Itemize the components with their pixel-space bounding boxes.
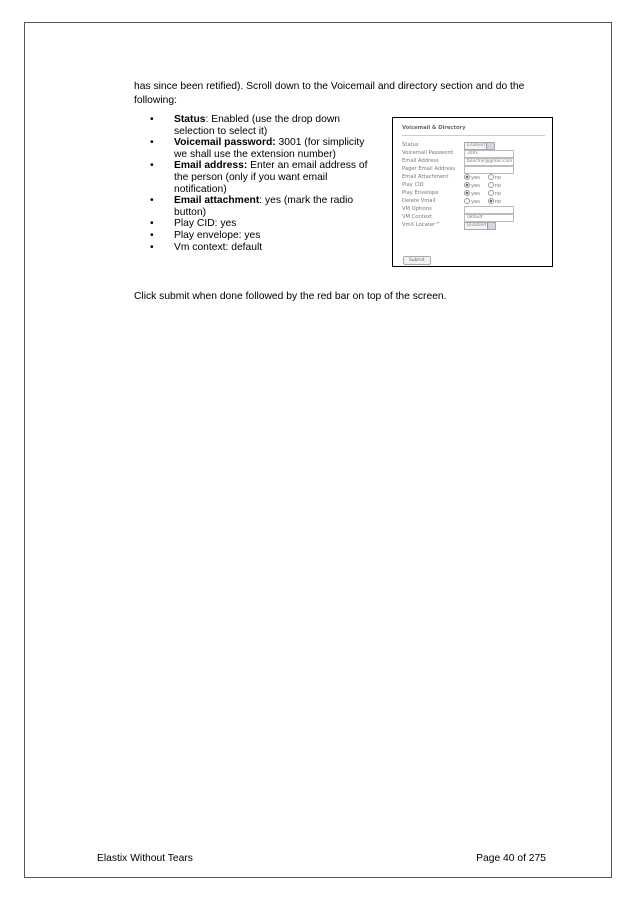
page-number: Page 40 of 275 bbox=[476, 853, 546, 864]
attachment-row: Email Attachment yes no bbox=[402, 174, 502, 181]
play-envelope-no-radio[interactable] bbox=[488, 190, 494, 196]
vm-context-row: VM Context default bbox=[402, 214, 547, 221]
delete-vmail-row: Delete Vmail yes no bbox=[402, 198, 502, 205]
password-input[interactable]: 3001 bbox=[464, 150, 514, 158]
vmx-locator-select[interactable]: Disabled bbox=[464, 222, 496, 230]
status-row: Status Enabled bbox=[402, 142, 547, 149]
closing-paragraph: Click submit when done followed by the red bar on top of the screen. bbox=[134, 291, 447, 302]
status-select[interactable]: Enabled bbox=[464, 142, 495, 150]
play-cid-row: Play CID yes no bbox=[402, 182, 502, 189]
bullet-icon: • bbox=[150, 114, 154, 125]
vmx-locator-row: VmX Locater™ Disabled bbox=[402, 222, 547, 229]
list-item: • Vm context: default bbox=[150, 241, 263, 253]
vm-context-input[interactable]: default bbox=[464, 214, 514, 222]
email-input[interactable]: bonchar@gmail.com bbox=[464, 158, 514, 166]
play-envelope-yes-radio[interactable] bbox=[464, 190, 470, 196]
vm-options-input[interactable] bbox=[464, 206, 514, 214]
pager-row: Pager Email Address bbox=[402, 166, 547, 173]
voicemail-screenshot bbox=[392, 117, 553, 267]
list-item: • Play envelope: yes bbox=[150, 229, 261, 241]
list-item: • Email address: Enter an email address of the person (only if you want email notification) bbox=[150, 160, 368, 195]
footer-title: Elastix Without Tears bbox=[97, 853, 193, 864]
email-row: Email Address bonchar@gmail.com bbox=[402, 158, 513, 164]
vm-options-row: VM Options bbox=[402, 206, 547, 213]
password-row: Voicemail Password 3001 bbox=[402, 150, 547, 157]
play-cid-yes-radio[interactable] bbox=[464, 182, 470, 188]
submit-button[interactable]: Submit bbox=[403, 256, 431, 265]
bullet-icon: • bbox=[150, 229, 154, 241]
play-envelope-row: Play Envelope yes no bbox=[402, 190, 502, 197]
bullet-icon: • bbox=[150, 160, 154, 172]
delete-vmail-yes-radio[interactable] bbox=[464, 198, 470, 204]
list-item: • Status: Enabled (use the drop down selection to select it) bbox=[150, 114, 341, 137]
delete-vmail-no-radio[interactable] bbox=[488, 198, 494, 204]
play-cid-no-radio[interactable] bbox=[488, 182, 494, 188]
list-item: • Voicemail password: 3001 (for simplicity we shall use the extension number) bbox=[150, 137, 365, 160]
panel-divider bbox=[402, 135, 545, 136]
chevron-down-icon bbox=[487, 223, 495, 229]
bullet-icon: • bbox=[150, 218, 154, 230]
panel-title: Voicemail & Directory bbox=[402, 125, 466, 131]
pager-input[interactable] bbox=[464, 166, 514, 174]
bullet-icon: • bbox=[150, 137, 154, 149]
bullet-icon: • bbox=[150, 195, 154, 207]
list-item: • Email attachment: yes (mark the radio button) bbox=[150, 195, 354, 218]
chevron-down-icon bbox=[486, 143, 494, 149]
attachment-no-radio[interactable] bbox=[488, 174, 494, 180]
list-item: • Play CID: yes bbox=[150, 218, 237, 230]
instruction-list bbox=[150, 114, 375, 253]
bullet-icon: • bbox=[150, 241, 154, 253]
attachment-yes-radio[interactable] bbox=[464, 174, 470, 180]
intro-paragraph: has since been retified). Scroll down to the Voicemail and directory section and do the following: bbox=[134, 81, 525, 106]
